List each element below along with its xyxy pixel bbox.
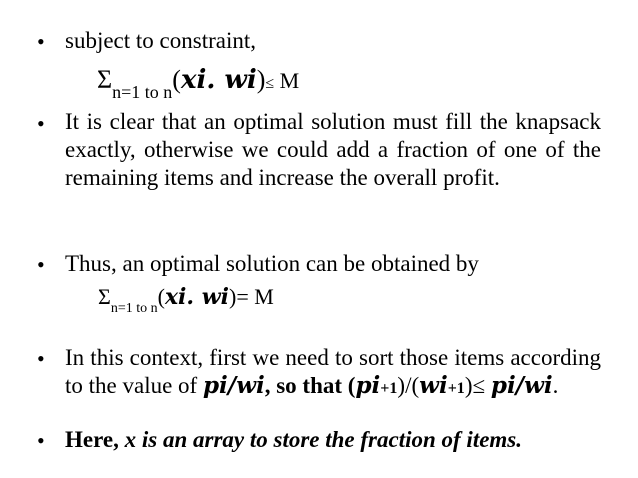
formula-rhs: M xyxy=(274,68,300,93)
bullet-text-here xyxy=(65,426,522,454)
period: . xyxy=(552,373,559,398)
formula-expression: xi. wi xyxy=(164,284,230,310)
bullet-marker: • xyxy=(37,428,45,453)
leq-symbol: )≤ xyxy=(464,373,486,398)
w-next: wi xyxy=(419,372,448,399)
bullet-text-constraint: subject to constraint, xyxy=(65,28,256,53)
formula-rhs: = M xyxy=(236,284,274,309)
here-text: x is an array to store the fraction of items. xyxy=(118,427,523,452)
bullet-text-thus: Thus, an optimal solution can be obtained by xyxy=(65,251,479,276)
sigma-symbol: Σ xyxy=(98,284,111,309)
bullet-marker: • xyxy=(37,29,45,54)
paren-open: ( xyxy=(157,284,165,309)
bullet-text-optimal: It is clear that an optimal solution must fill the knapsack exactly, otherwise we could add a fraction of one of the remaining items and increase the overall profit. xyxy=(65,109,601,190)
paren-close: ) xyxy=(256,65,266,94)
formula-equality xyxy=(98,284,274,316)
ratio-expression: pi/wi xyxy=(490,372,553,399)
leq-symbol: ≤ xyxy=(265,75,275,92)
so-that-text: , so that ( xyxy=(264,373,356,398)
plus-one: +1 xyxy=(380,380,398,397)
formula-expression: xi. wi xyxy=(180,65,257,95)
paren-open: ( xyxy=(172,65,181,94)
bullet-marker: • xyxy=(37,252,45,277)
sort-text: In this context, first we need to sort those items according to the value of xyxy=(65,345,601,398)
bullet-text-sort xyxy=(65,344,601,403)
sum-range: n=1 to n xyxy=(110,301,158,316)
plus-one: +1 xyxy=(447,380,465,397)
paren-close: ) xyxy=(229,284,237,309)
formula-constraint xyxy=(97,65,300,102)
bullet-marker: • xyxy=(37,111,45,136)
sigma-symbol: Σ xyxy=(97,65,113,94)
ratio-expression: pi/wi xyxy=(202,372,265,399)
sum-range: n=1 to n xyxy=(112,82,173,102)
bullet-marker: • xyxy=(37,346,45,371)
p-next: pi xyxy=(355,372,381,399)
here-label: Here, xyxy=(65,427,119,452)
divide-paren: )/( xyxy=(397,373,420,398)
